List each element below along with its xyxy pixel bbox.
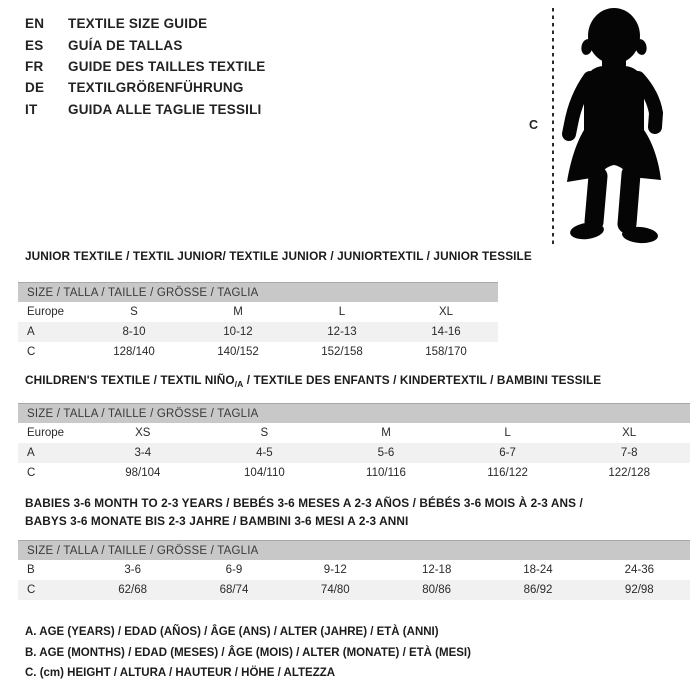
table-row <box>18 322 498 342</box>
title-line-2: BABYS 3-6 MONATE BIS 2-3 JAHRE / BAMBINI 3-6 MESI A 2-3 ANNI <box>25 514 409 528</box>
language-code: FR <box>25 58 44 74</box>
table-row <box>18 423 690 443</box>
size-cell: XL <box>622 427 637 439</box>
row-label: C <box>27 467 36 479</box>
size-cell: 3-4 <box>134 447 152 459</box>
language-row-es <box>25 34 266 55</box>
size-cell: S <box>130 306 138 318</box>
language-list <box>25 13 266 120</box>
language-row-en <box>25 13 266 34</box>
size-cell: 10-12 <box>223 326 253 338</box>
language-code: DE <box>25 80 45 96</box>
size-cell: 140/152 <box>217 346 259 358</box>
size-cell: 80/86 <box>422 584 452 596</box>
table-row <box>18 302 498 322</box>
size-cell: 98/104 <box>125 467 161 479</box>
baby-silhouette-icon <box>558 6 670 246</box>
children-size-table <box>18 403 690 483</box>
size-cell: 14-16 <box>431 326 461 338</box>
legend-line-c: C. (cm) HEIGHT / ALTURA / HAUTEUR / HÖHE / ALTEZZA <box>25 667 336 679</box>
language-label: GUÍA DE TALLAS <box>68 37 183 53</box>
table-header-bar: SIZE / TALLA / TAILLE / GRÖSSE / TAGLIA <box>18 540 690 560</box>
language-label: GUIDE DES TAILLES TEXTILE <box>68 58 266 74</box>
size-cell: 62/68 <box>118 584 148 596</box>
row-label: Europe <box>27 306 65 318</box>
junior-size-table <box>18 282 498 362</box>
language-code: EN <box>25 16 45 32</box>
size-cell: 74/80 <box>320 584 350 596</box>
babies-size-table <box>18 540 690 600</box>
title-text: / TEXTILE DES ENFANTS / KINDERTEXTIL / BAMBINI TESSILE <box>243 373 602 387</box>
legend <box>25 622 471 684</box>
table-row <box>18 463 690 483</box>
size-table-grid <box>18 423 690 483</box>
size-cell: 5-6 <box>377 447 395 459</box>
table-header-bar: SIZE / TALLA / TAILLE / GRÖSSE / TAGLIA <box>18 403 690 423</box>
section-title-children <box>25 373 601 389</box>
title-text: CHILDREN'S TEXTILE / TEXTIL NIÑO <box>25 373 235 387</box>
size-table-grid <box>18 302 498 362</box>
size-cell: 158/170 <box>425 346 467 358</box>
row-label: A <box>27 447 35 459</box>
table-row <box>18 443 690 463</box>
row-label: A <box>27 326 35 338</box>
size-cell: XL <box>438 306 454 318</box>
size-cell: 104/110 <box>244 467 285 479</box>
language-row-fr <box>25 56 266 77</box>
size-cell: 6-7 <box>499 447 516 459</box>
legend-line-b: B. AGE (MONTHS) / EDAD (MESES) / ÂGE (MOIS) / ALTER (MONATE) / ETÀ (MESI) <box>25 646 471 659</box>
size-cell: 86/92 <box>523 584 553 596</box>
row-label: B <box>27 564 35 576</box>
size-cell: L <box>504 427 511 439</box>
size-cell: 18-24 <box>523 564 553 576</box>
size-table-grid <box>18 560 690 600</box>
language-code: ES <box>25 37 44 53</box>
language-row-de <box>25 77 266 98</box>
size-cell: 3-6 <box>124 564 141 576</box>
title-line-1: BABIES 3-6 MONTH TO 2-3 YEARS / BEBÉS 3-6 MESES A 2-3 AÑOS / BÉBÉS 3-6 MOIS À 2-3 ANS / <box>25 496 583 510</box>
size-cell: 116/122 <box>487 467 528 479</box>
row-label: Europe <box>27 427 65 439</box>
size-cell: 9-12 <box>323 564 347 576</box>
size-cell: 7-8 <box>620 447 638 459</box>
size-cell: 110/116 <box>366 467 406 479</box>
title-subscript: /A <box>234 379 244 389</box>
legend-line-a: A. AGE (YEARS) / EDAD (AÑOS) / ÂGE (ANS) / ALTER (JAHRE) / ETÀ (ANNI) <box>25 626 439 638</box>
language-row-it <box>25 99 266 120</box>
height-measure-dotted-line <box>552 8 554 246</box>
size-cell: M <box>381 427 391 439</box>
size-cell: 128/140 <box>113 346 155 358</box>
size-cell: 68/74 <box>219 584 249 596</box>
height-measure-label: C <box>529 118 539 132</box>
row-label: C <box>27 346 36 358</box>
section-title-junior: JUNIOR TEXTILE / TEXTIL JUNIOR/ TEXTILE JUNIOR / JUNIORTEXTIL / JUNIOR TESSILE <box>25 249 532 263</box>
table-row <box>18 580 690 600</box>
size-cell: 122/128 <box>608 467 650 479</box>
section-title-babies <box>25 494 625 530</box>
table-row <box>18 342 498 362</box>
size-cell: 92/98 <box>624 584 654 596</box>
size-cell: XS <box>135 427 151 439</box>
size-cell: 24-36 <box>624 564 655 576</box>
size-cell: 12-18 <box>421 564 452 576</box>
language-code: IT <box>25 101 38 117</box>
size-cell: 12-13 <box>327 326 357 338</box>
size-cell: 4-5 <box>256 447 273 459</box>
table-header-bar: SIZE / TALLA / TAILLE / GRÖSSE / TAGLIA <box>18 282 498 302</box>
language-label: GUIDA ALLE TAGLIE TESSILI <box>68 101 262 117</box>
size-cell: 152/158 <box>321 346 363 358</box>
language-label: TEXTILGRÖßENFÜHRUNG <box>68 80 244 96</box>
size-cell: L <box>338 306 346 318</box>
size-cell: S <box>260 427 269 439</box>
language-label: TEXTILE SIZE GUIDE <box>68 16 208 32</box>
size-cell: M <box>233 306 243 318</box>
size-cell: 6-9 <box>225 564 243 576</box>
table-row <box>18 560 690 580</box>
size-cell: 8-10 <box>122 326 146 338</box>
row-label: C <box>27 584 36 596</box>
